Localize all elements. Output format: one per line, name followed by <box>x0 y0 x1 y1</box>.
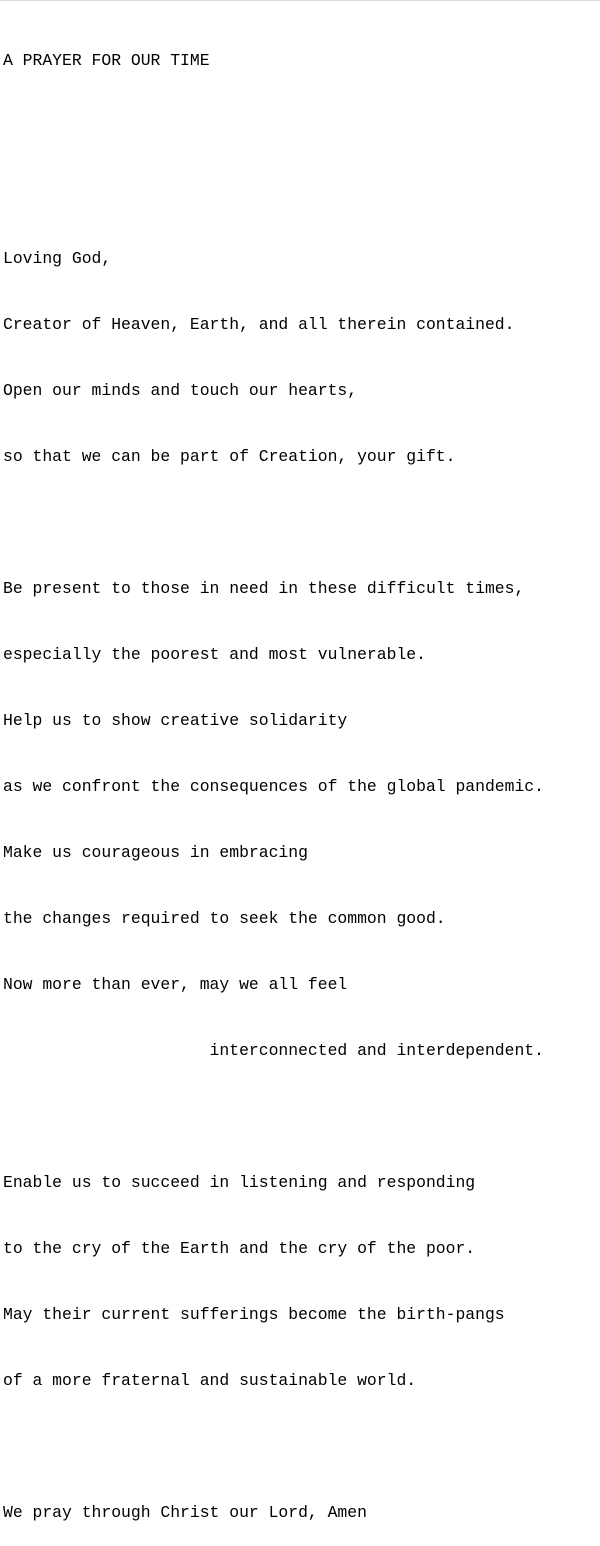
blank-line <box>3 182 544 204</box>
text-line: to the cry of the Earth and the cry of the poor. <box>3 1239 476 1258</box>
text-line: Open our minds and touch our hearts, <box>3 381 358 400</box>
text-line: interconnected and interdependent. <box>3 1041 544 1060</box>
text-line: Now more than ever, may we all feel <box>3 975 348 994</box>
text-line: Make us courageous in embracing <box>3 843 308 862</box>
blank-line <box>3 512 544 534</box>
blank-line <box>3 1436 544 1458</box>
text-line: especially the poorest and most vulnerable. <box>3 645 426 664</box>
text-line: Enable us to succeed in listening and responding <box>3 1173 476 1192</box>
text-line: of a more fraternal and sustainable world. <box>3 1371 417 1390</box>
text-line: as we confront the consequences of the global pandemic. <box>3 777 544 796</box>
text-line: the changes required to seek the common good. <box>3 909 446 928</box>
text-line: Creator of Heaven, Earth, and all therein contained. <box>3 315 515 334</box>
blank-line <box>3 116 544 138</box>
prayer-text <box>3 6 544 1546</box>
closing-line: We pray through Christ our Lord, Amen <box>3 1503 367 1522</box>
text-line: Help us to show creative solidarity <box>3 711 348 730</box>
blank-line <box>3 1106 544 1128</box>
text-line: May their current sufferings become the birth-pangs <box>3 1305 505 1324</box>
text-line: Be present to those in need in these difficult times, <box>3 579 525 598</box>
prayer-title: A PRAYER FOR OUR TIME <box>3 51 210 70</box>
text-line: Loving God, <box>3 249 112 268</box>
text-line: so that we can be part of Creation, your gift. <box>3 447 456 466</box>
